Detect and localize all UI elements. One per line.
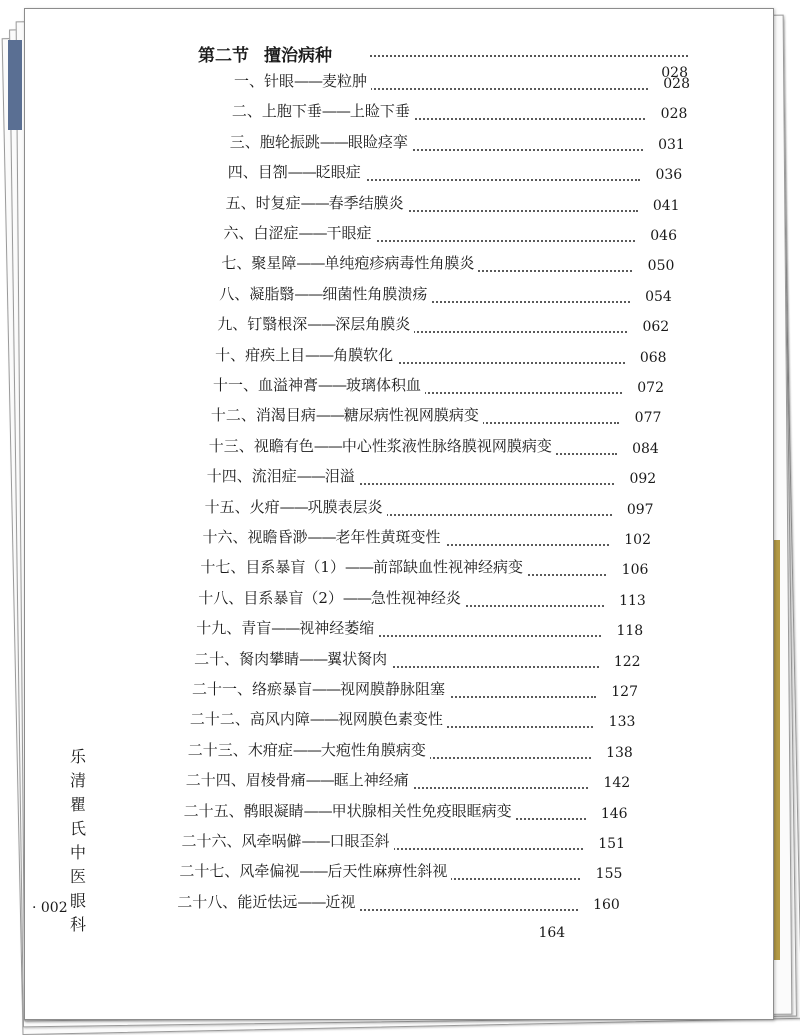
entry-chinese-name: 视瞻昏渺: [247, 528, 308, 546]
entry-dash: ——: [271, 619, 300, 638]
entry-page-number: 133: [608, 714, 636, 731]
entry-chinese-name: 时复症: [255, 193, 301, 212]
entry-page-number: 084: [632, 440, 659, 457]
entry-chinese-name: 流泪症: [251, 467, 297, 486]
entry-label: [232, 102, 414, 120]
entry-page-number: 151: [598, 836, 625, 852]
entry-label: [234, 72, 371, 90]
toc-entry[interactable]: [198, 587, 646, 611]
entry-label: [217, 315, 414, 333]
entry-page-number: 106: [621, 562, 649, 579]
toc-entry[interactable]: [207, 465, 657, 489]
entry-label: [219, 285, 431, 303]
entry-index: 三、: [229, 132, 260, 151]
entry-dash: ——: [309, 710, 338, 729]
entry-chinese-name: 青盲: [241, 619, 272, 638]
entry-chinese-name: 风牵偏视: [239, 862, 300, 881]
section-number: 第二节: [198, 46, 249, 66]
toc-entry[interactable]: [221, 252, 674, 276]
toc-entry[interactable]: [186, 769, 631, 793]
entry-index: 八、: [219, 284, 250, 303]
entry-index: 四、: [227, 163, 258, 182]
entry-page-number: 160: [593, 896, 620, 913]
entry-chinese-name: 目系暴盲（2）: [243, 588, 343, 607]
entry-chinese-name: 火疳: [249, 497, 280, 516]
toc-entry[interactable]: [219, 283, 672, 307]
toc-entry[interactable]: [179, 860, 622, 884]
toc-entry[interactable]: [226, 192, 680, 216]
entry-dash: ——: [319, 132, 348, 151]
entry-dash: ——: [287, 163, 316, 182]
entry-page-number: 072: [637, 380, 664, 396]
entry-index: 二十七、: [179, 862, 240, 881]
entry-chinese-name: 目劄: [257, 163, 288, 182]
entry-dash: ——: [312, 680, 341, 698]
entry-label: [186, 771, 413, 789]
entry-western-name: 老年性黄斑变性: [335, 528, 441, 546]
entry-page-number: 046: [650, 228, 677, 244]
entry-index: 二十三、: [187, 740, 248, 759]
entry-label: [209, 437, 556, 455]
entry-index: 十二、: [210, 406, 256, 425]
entry-index: 十三、: [208, 436, 254, 455]
entry-western-name: 视神经萎缩: [299, 619, 375, 638]
entry-label: [226, 194, 408, 212]
entry-page-number: 050: [647, 258, 675, 275]
entry-page-number: 041: [652, 197, 680, 214]
entry-western-name: 巩膜表层炎: [307, 497, 383, 516]
entry-dash: ——: [305, 345, 334, 364]
entry-page-number: 028: [660, 106, 688, 123]
spine-char: 瞿: [69, 795, 86, 814]
entry-page-number: 077: [634, 410, 662, 427]
toc-entry[interactable]: [190, 708, 636, 732]
toc-entry[interactable]: [196, 617, 643, 641]
spine-char: 中: [69, 843, 86, 862]
entry-label: [221, 254, 478, 272]
entry-dash: ——: [342, 588, 371, 607]
entry-chinese-name: 络瘀暴盲: [252, 680, 313, 698]
entry-label: [188, 741, 430, 759]
entry-dash: ——: [298, 224, 327, 242]
section-title: 擅治病种: [264, 46, 332, 66]
toc-entry[interactable]: [182, 830, 626, 854]
entry-label: [194, 650, 391, 668]
toc-entry[interactable]: [230, 131, 685, 155]
entry-label: [230, 133, 412, 151]
entry-index: 十八、: [198, 588, 244, 607]
entry-western-name: 近视: [325, 892, 356, 911]
entry-index: 七、: [221, 254, 252, 273]
entry-page-number: 138: [606, 744, 633, 761]
toc-entry[interactable]: [203, 526, 652, 550]
entry-western-name: 口眼歪斜: [329, 832, 390, 850]
entry-page-number: 068: [639, 349, 667, 366]
entry-chinese-name: 目系暴盲（1）: [245, 558, 345, 577]
entry-label: [205, 498, 387, 516]
toc-entry[interactable]: [211, 404, 662, 428]
entry-chinese-name: 高风内障: [249, 710, 310, 729]
entry-western-name: 泪溢: [324, 467, 355, 486]
entry-page-number: 127: [611, 684, 638, 700]
entry-western-name: 细菌性角膜溃疡: [322, 284, 428, 303]
entry-index: 二十四、: [185, 771, 246, 790]
entry-label: [203, 528, 445, 546]
entry-label: [182, 832, 394, 850]
entry-page-number: 036: [655, 167, 683, 184]
entry-western-name: 上睑下垂: [349, 102, 410, 121]
entry-label: [198, 589, 465, 607]
toc-entry[interactable]: [228, 161, 683, 185]
entry-page-number: 113: [619, 592, 646, 609]
entry-label: [190, 710, 447, 728]
entry-index: 五、: [225, 193, 256, 212]
entry-western-name: 麦粒肿: [322, 72, 368, 90]
entry-dash: ——: [303, 801, 332, 820]
cover-edge-blue: [8, 40, 22, 130]
entry-label: [213, 376, 425, 394]
entry-dash: ——: [294, 284, 323, 303]
entry-index: 十五、: [204, 497, 250, 516]
entry-western-name: 中心性浆液性脉络膜视网膜病变: [341, 436, 552, 455]
entry-western-name: 春季结膜炎: [328, 193, 404, 212]
entry-index: 二十、: [194, 649, 240, 668]
entry-index: 二、: [231, 102, 262, 121]
entry-index: 九、: [217, 315, 248, 334]
entry-dash: ——: [279, 497, 308, 516]
spine-char: 医: [69, 867, 86, 886]
entry-dash: ——: [313, 436, 342, 455]
entry-chinese-name: 上胞下垂: [261, 102, 322, 121]
entry-dash: ——: [301, 832, 330, 850]
entry-page-number: 102: [624, 532, 651, 548]
spine-char: 清: [69, 771, 86, 790]
entry-index: 十六、: [202, 528, 248, 546]
entry-page-number: 122: [613, 653, 641, 670]
entry-index: 一、: [234, 72, 265, 90]
entry-chinese-name: 能近怯远: [237, 892, 298, 911]
entry-dash: ——: [305, 771, 334, 790]
entry-chinese-name: 鹘眼凝睛: [243, 801, 304, 820]
entry-chinese-name: 疳疾上目: [245, 345, 306, 364]
entry-western-name: 视网膜静脉阻塞: [340, 680, 446, 698]
section-page: 028: [661, 65, 688, 81]
entry-page-number: 054: [645, 288, 672, 305]
entry-dash: ——: [300, 193, 329, 212]
entry-index: 十、: [215, 345, 246, 364]
entry-western-name: 干眼症: [326, 224, 372, 242]
entry-index: 十七、: [200, 558, 246, 577]
entry-western-name: 眨眼症: [315, 163, 361, 182]
dot-leader: [370, 55, 688, 57]
entry-dash: ——: [296, 467, 325, 486]
entry-chinese-name: 消渴目病: [255, 406, 316, 425]
entry-page-number: 142: [603, 775, 631, 792]
toc-entry[interactable]: [213, 374, 664, 398]
toc-entry[interactable]: [224, 222, 678, 246]
entry-label: [228, 163, 365, 181]
entry-western-name: 视网膜色素变性: [337, 710, 443, 729]
entry-chinese-name: 胬肉攀睛: [239, 649, 300, 668]
spine-char: 眼: [69, 891, 86, 910]
page-number: · 002 ·: [32, 900, 77, 916]
entry-dash: ——: [299, 862, 328, 881]
entry-western-name: 翼状胬肉: [327, 649, 388, 668]
entry-page-number: 097: [626, 501, 654, 518]
toc-entry[interactable]: [188, 739, 633, 763]
entry-western-name: 前部缺血性视神经病变: [372, 558, 523, 577]
entry-page-number: 092: [629, 471, 657, 488]
entry-western-name: 急性视神经炎: [370, 588, 461, 607]
toc-entry[interactable]: [205, 496, 654, 520]
spine-char: 科: [69, 915, 86, 934]
toc-entry[interactable]: [184, 800, 628, 824]
entry-chinese-name: 风牵㖞僻: [241, 832, 302, 850]
entry-chinese-name: 聚星障: [251, 254, 297, 273]
entry-label: [224, 224, 376, 242]
entry-dash: ——: [318, 376, 347, 394]
toc-entry[interactable]: [200, 556, 648, 580]
toc-entry[interactable]: [209, 435, 659, 459]
entry-label: [179, 862, 451, 880]
entry-index: 二十八、: [177, 892, 238, 911]
entry-dash: ——: [297, 892, 326, 911]
entry-western-name: 深层角膜炎: [335, 315, 411, 334]
entry-dash: ——: [321, 102, 350, 121]
entry-index: 二十一、: [192, 680, 253, 698]
entry-page-number: 155: [595, 866, 623, 883]
entry-chinese-name: 眉棱骨痛: [245, 771, 306, 790]
entry-western-name: 单纯疱疹病毒性角膜炎: [324, 254, 475, 273]
entry-label: [200, 558, 527, 576]
toc-entry[interactable]: [234, 70, 690, 94]
spine-char: 氏: [69, 819, 86, 838]
entry-dash: ——: [307, 315, 336, 334]
entry-western-name: 角膜软化: [333, 345, 394, 364]
entry-index: 六、: [223, 224, 254, 242]
entry-western-name: 玻璃体积血: [346, 376, 422, 394]
entry-index: 十四、: [206, 467, 252, 486]
entry-label: [215, 346, 397, 364]
entry-western-name: 眼睑痉挛: [347, 132, 408, 151]
entry-chinese-name: 木疳症: [247, 740, 293, 759]
entry-dash: ——: [292, 740, 321, 759]
entry-page-number: 062: [642, 319, 670, 336]
entry-index: 二十二、: [189, 710, 250, 729]
entry-chinese-name: 凝脂翳: [249, 284, 295, 303]
entry-index: 十一、: [213, 376, 259, 394]
entry-label: [211, 406, 483, 424]
entry-index: 二十五、: [183, 801, 244, 820]
entry-index: 十九、: [196, 619, 242, 638]
entry-page-number: 146: [600, 805, 628, 822]
toc-entry[interactable]: [194, 648, 641, 672]
entry-dash: ——: [315, 406, 344, 425]
entry-page-number: 031: [658, 136, 685, 153]
entry-western-name: 糖尿病性视网膜病变: [343, 406, 479, 425]
entry-label: [196, 619, 378, 637]
entry-western-name: 后天性麻痹性斜视: [327, 862, 448, 881]
entry-chinese-name: 视瞻有色: [253, 436, 314, 455]
entry-western-name: 大疱性角膜病变: [320, 740, 426, 759]
spine-char: 乐: [69, 747, 86, 766]
entry-label: [192, 680, 449, 698]
toc-trailing-line: [254, 905, 566, 941]
entry-index: 二十六、: [181, 832, 242, 850]
entry-page-number: 028: [663, 76, 690, 92]
entry-dash: ——: [307, 528, 336, 546]
toc-entry[interactable]: [217, 313, 669, 337]
entry-label: [207, 467, 359, 485]
entry-dash: ——: [344, 558, 373, 577]
entry-western-name: 甲状腺相关性免疫眼眶病变: [331, 801, 512, 820]
entry-chinese-name: 血溢神膏: [258, 376, 319, 394]
entry-dash: ——: [294, 72, 323, 90]
toc-entry[interactable]: [232, 100, 688, 124]
toc-entry[interactable]: [215, 344, 667, 368]
entry-label: [184, 802, 516, 820]
entry-page-number: 118: [616, 623, 644, 640]
entry-chinese-name: 白涩症: [253, 224, 299, 242]
toc-entry[interactable]: [192, 678, 638, 702]
entry-chinese-name: 钉翳根深: [247, 315, 308, 334]
entry-page-number: 164: [538, 924, 566, 941]
entry-dash: ——: [296, 254, 325, 273]
entry-chinese-name: 胞轮振跳: [259, 132, 320, 151]
entry-western-name: 眶上神经痛: [333, 771, 409, 790]
entry-dash: ——: [299, 649, 328, 668]
entry-chinese-name: 针眼: [264, 72, 295, 90]
